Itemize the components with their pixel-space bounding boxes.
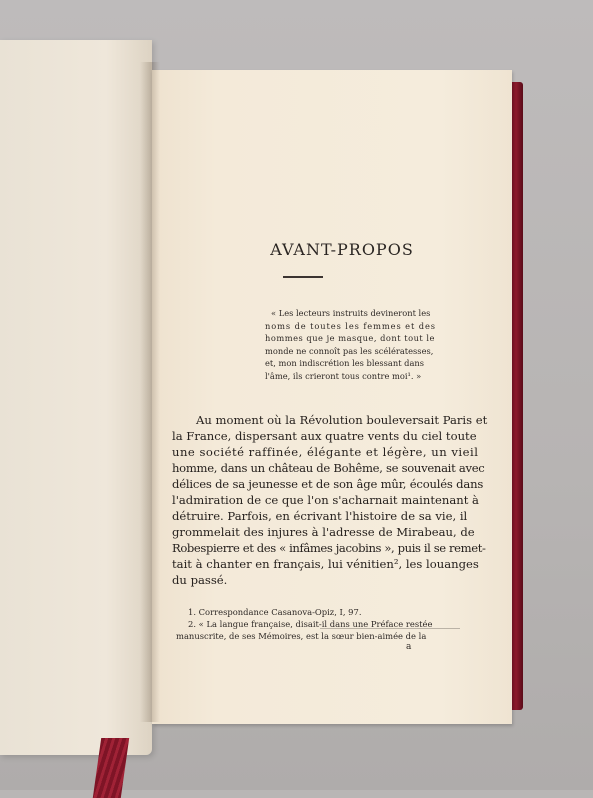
body-line: Au moment où la Révolution bouleversait Paris et	[196, 413, 488, 427]
body-line: délices de sa jeunesse et de son âge mûr, écoulés dans	[172, 477, 484, 491]
epigraph-line: et, mon indiscrétion les blessant dans	[265, 358, 425, 368]
body-line: une société raffinée, élégante et légère, un vieil	[172, 445, 479, 459]
body-line: grommelait des injures à l'adresse de Mirabeau, de	[172, 525, 475, 539]
page-title: AVANT-PROPOS	[270, 240, 414, 259]
left-page	[0, 40, 152, 755]
body-line: la France, dispersant aux quatre vents du ciel toute	[172, 429, 477, 443]
right-page	[152, 70, 512, 724]
epigraph-line: noms de toutes les femmes et des	[265, 320, 436, 331]
epigraph-line: hommes que je masque, dont tout le	[265, 333, 435, 343]
pencil-underline	[320, 628, 460, 629]
body-line: du passé.	[172, 573, 228, 587]
epigraph-line: l'âme, ils crieront tous contre moi¹. »	[265, 370, 422, 381]
gutter-shadow	[140, 62, 160, 722]
footnote-2-continued: manuscrite, de ses Mémoires, est la sœur bien-aimée de la	[176, 630, 427, 641]
body-paragraph	[172, 412, 488, 588]
footnote-2: 2. « La langue française, disait-il dans une Préface restée	[188, 618, 433, 629]
body-line: l'admiration de ce que l'on s'acharnait maintenant à	[172, 493, 479, 507]
epigraph-line: monde ne connoît pas les scélératesses,	[265, 345, 434, 356]
epigraph	[265, 307, 451, 382]
body-line: détruire. Parfois, en écrivant l'histoire de sa vie, il	[172, 509, 468, 523]
body-line: homme, dans un château de Bohême, se souvenait avec	[172, 461, 485, 475]
signature-mark: a	[406, 642, 412, 652]
title-rule	[283, 276, 323, 278]
footnote-1: 1. Correspondance Casanova-Opiz, I, 97.	[188, 607, 362, 617]
body-line: tait à chanter en français, lui vénitien², les louanges	[172, 557, 479, 571]
footnotes	[176, 607, 456, 642]
epigraph-line: « Les lecteurs instruits devineront les	[271, 308, 431, 318]
body-line: Robespierre et des « infâmes jacobins », puis il se remet-	[172, 541, 486, 555]
